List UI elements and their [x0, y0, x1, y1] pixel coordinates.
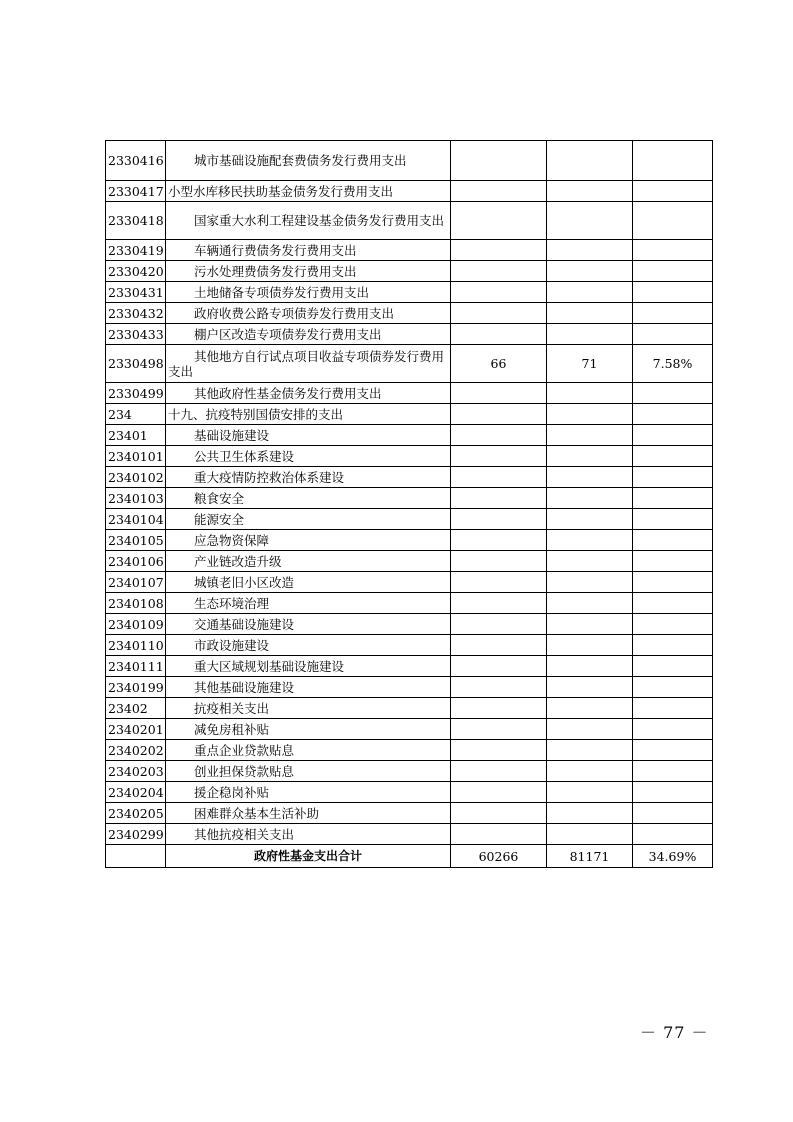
row-code: 2340201 [106, 719, 166, 740]
row-code: 2330432 [106, 303, 166, 324]
row-value-3 [633, 530, 713, 551]
row-value-3 [633, 803, 713, 824]
row-value-2 [547, 677, 633, 698]
row-value-3 [633, 141, 713, 181]
row-name: 棚户区改造专项债券发行费用支出 [166, 324, 451, 345]
row-value-3 [633, 261, 713, 282]
row-value-1 [451, 572, 547, 593]
row-value-3 [633, 404, 713, 425]
table-row [106, 740, 713, 761]
table-row [106, 261, 713, 282]
row-value-1 [451, 635, 547, 656]
table-row [106, 345, 713, 383]
row-code: 2330416 [106, 141, 166, 181]
table-row [106, 719, 713, 740]
row-value-2 [547, 740, 633, 761]
row-code: 2340199 [106, 677, 166, 698]
row-value-1 [451, 488, 547, 509]
row-code: 2330498 [106, 345, 166, 383]
table-row [106, 181, 713, 202]
row-value-2 [547, 530, 633, 551]
total-value-3: 34.69% [633, 845, 713, 868]
table-row [106, 282, 713, 303]
row-value-2 [547, 698, 633, 719]
table-row [106, 635, 713, 656]
table-row [106, 824, 713, 845]
row-value-3 [633, 303, 713, 324]
row-name: 生态环境治理 [166, 593, 451, 614]
row-value-2 [547, 509, 633, 530]
row-value-3 [633, 614, 713, 635]
row-value-1: 66 [451, 345, 547, 383]
row-code: 234 [106, 404, 166, 425]
row-code: 2340202 [106, 740, 166, 761]
table-row [106, 324, 713, 345]
row-value-2 [547, 425, 633, 446]
row-value-1 [451, 824, 547, 845]
table-row [106, 467, 713, 488]
row-value-3 [633, 656, 713, 677]
row-code: 2340110 [106, 635, 166, 656]
row-value-1 [451, 761, 547, 782]
row-name: 减免房租补贴 [166, 719, 451, 740]
row-value-1 [451, 425, 547, 446]
row-value-3 [633, 425, 713, 446]
row-value-2 [547, 488, 633, 509]
row-value-3 [633, 446, 713, 467]
row-value-2 [547, 240, 633, 261]
row-value-2 [547, 383, 633, 404]
table-row [106, 593, 713, 614]
total-code [106, 845, 166, 868]
row-value-1 [451, 324, 547, 345]
row-value-1 [451, 404, 547, 425]
row-value-1 [451, 719, 547, 740]
row-code: 2330417 [106, 181, 166, 202]
row-name: 应急物资保障 [166, 530, 451, 551]
row-name: 基础设施建设 [166, 425, 451, 446]
row-value-3 [633, 181, 713, 202]
row-value-3 [633, 240, 713, 261]
row-name: 其他基础设施建设 [166, 677, 451, 698]
row-value-1 [451, 677, 547, 698]
row-name: 产业链改造升级 [166, 551, 451, 572]
row-value-1 [451, 141, 547, 181]
table-row [106, 383, 713, 404]
row-value-1 [451, 282, 547, 303]
row-value-2 [547, 141, 633, 181]
row-value-1 [451, 740, 547, 761]
row-value-2 [547, 803, 633, 824]
row-value-2 [547, 782, 633, 803]
table-row [106, 572, 713, 593]
row-code: 2340203 [106, 761, 166, 782]
row-code: 2340205 [106, 803, 166, 824]
row-value-2 [547, 202, 633, 240]
row-value-2 [547, 282, 633, 303]
table-row [106, 240, 713, 261]
row-code: 2340101 [106, 446, 166, 467]
row-name: 抗疫相关支出 [166, 698, 451, 719]
row-value-3 [633, 698, 713, 719]
table-row [106, 509, 713, 530]
row-value-1 [451, 551, 547, 572]
table-row [106, 677, 713, 698]
row-name: 城镇老旧小区改造 [166, 572, 451, 593]
row-value-3 [633, 467, 713, 488]
row-name: 其他抗疫相关支出 [166, 824, 451, 845]
row-value-2 [547, 761, 633, 782]
table-row [106, 656, 713, 677]
table-row [106, 303, 713, 324]
row-name: 十九、抗疫特别国债安排的支出 [166, 404, 451, 425]
row-code: 2340108 [106, 593, 166, 614]
row-value-1 [451, 803, 547, 824]
row-value-1 [451, 181, 547, 202]
table-row [106, 425, 713, 446]
row-value-3 [633, 761, 713, 782]
row-value-1 [451, 240, 547, 261]
row-name: 市政设施建设 [166, 635, 451, 656]
table-row [106, 551, 713, 572]
row-value-2 [547, 181, 633, 202]
row-code: 2330433 [106, 324, 166, 345]
row-value-3 [633, 551, 713, 572]
row-name: 创业担保贷款贴息 [166, 761, 451, 782]
row-name: 土地储备专项债券发行费用支出 [166, 282, 451, 303]
row-value-3 [633, 782, 713, 803]
row-value-2 [547, 303, 633, 324]
row-name: 重大区域规划基础设施建设 [166, 656, 451, 677]
budget-table [105, 140, 713, 868]
row-value-1 [451, 782, 547, 803]
row-value-3 [633, 824, 713, 845]
row-value-1 [451, 202, 547, 240]
row-name: 援企稳岗补贴 [166, 782, 451, 803]
row-code: 2340104 [106, 509, 166, 530]
row-value-3 [633, 677, 713, 698]
row-code: 23401 [106, 425, 166, 446]
table-row [106, 446, 713, 467]
row-name: 困难群众基本生活补助 [166, 803, 451, 824]
total-row [106, 845, 713, 868]
row-code: 2330418 [106, 202, 166, 240]
row-value-1 [451, 261, 547, 282]
row-value-3 [633, 509, 713, 530]
row-value-2 [547, 551, 633, 572]
total-value-1: 60266 [451, 845, 547, 868]
row-value-2 [547, 719, 633, 740]
row-code: 2340299 [106, 824, 166, 845]
row-value-3 [633, 572, 713, 593]
row-value-2 [547, 261, 633, 282]
row-value-2: 71 [547, 345, 633, 383]
row-name: 重点企业贷款贴息 [166, 740, 451, 761]
row-value-2 [547, 824, 633, 845]
row-code: 2340111 [106, 656, 166, 677]
total-label: 政府性基金支出合计 [166, 845, 451, 868]
row-code: 2340103 [106, 488, 166, 509]
row-value-3 [633, 719, 713, 740]
table-row [106, 614, 713, 635]
table-row [106, 698, 713, 719]
row-value-3 [633, 324, 713, 345]
row-code: 2340109 [106, 614, 166, 635]
table-row [106, 782, 713, 803]
row-value-1 [451, 530, 547, 551]
row-name: 污水处理费债务发行费用支出 [166, 261, 451, 282]
row-code: 2340102 [106, 467, 166, 488]
row-code: 2340107 [106, 572, 166, 593]
row-value-3: 7.58% [633, 345, 713, 383]
table-row [106, 488, 713, 509]
row-value-1 [451, 383, 547, 404]
row-value-1 [451, 593, 547, 614]
row-code: 2340106 [106, 551, 166, 572]
row-name: 公共卫生体系建设 [166, 446, 451, 467]
row-name: 其他政府性基金债务发行费用支出 [166, 383, 451, 404]
row-value-2 [547, 614, 633, 635]
row-name: 政府收费公路专项债券发行费用支出 [166, 303, 451, 324]
row-value-3 [633, 488, 713, 509]
row-value-3 [633, 202, 713, 240]
row-value-1 [451, 509, 547, 530]
row-value-3 [633, 383, 713, 404]
row-code: 2330499 [106, 383, 166, 404]
row-value-2 [547, 572, 633, 593]
row-value-1 [451, 698, 547, 719]
row-value-3 [633, 740, 713, 761]
row-value-1 [451, 656, 547, 677]
row-value-3 [633, 635, 713, 656]
row-value-2 [547, 324, 633, 345]
page-number: － 77 － [640, 1023, 709, 1042]
total-value-2: 81171 [547, 845, 633, 868]
row-value-3 [633, 282, 713, 303]
row-value-1 [451, 446, 547, 467]
row-name: 能源安全 [166, 509, 451, 530]
row-value-1 [451, 303, 547, 324]
row-code: 2340105 [106, 530, 166, 551]
row-name: 重大疫情防控救治体系建设 [166, 467, 451, 488]
table-row [106, 202, 713, 240]
row-value-2 [547, 446, 633, 467]
row-name: 车辆通行费债务发行费用支出 [166, 240, 451, 261]
table-body [106, 141, 713, 868]
row-value-1 [451, 467, 547, 488]
row-code: 2330419 [106, 240, 166, 261]
row-code: 2340204 [106, 782, 166, 803]
row-value-2 [547, 593, 633, 614]
table-row [106, 141, 713, 181]
row-value-1 [451, 614, 547, 635]
row-name: 小型水库移民扶助基金债务发行费用支出 [166, 181, 451, 202]
row-name: 粮食安全 [166, 488, 451, 509]
row-name: 交通基础设施建设 [166, 614, 451, 635]
row-value-2 [547, 656, 633, 677]
row-value-2 [547, 635, 633, 656]
row-name: 其他地方自行试点项目收益专项债券发行费用支出 [166, 345, 451, 383]
row-name: 国家重大水利工程建设基金债务发行费用支出 [166, 202, 451, 240]
row-value-2 [547, 404, 633, 425]
table-row [106, 404, 713, 425]
table-row [106, 761, 713, 782]
table-row [106, 530, 713, 551]
row-code: 2330431 [106, 282, 166, 303]
table-row [106, 803, 713, 824]
row-value-3 [633, 593, 713, 614]
row-code: 23402 [106, 698, 166, 719]
row-value-2 [547, 467, 633, 488]
row-code: 2330420 [106, 261, 166, 282]
row-name: 城市基础设施配套费债务发行费用支出 [166, 141, 451, 181]
